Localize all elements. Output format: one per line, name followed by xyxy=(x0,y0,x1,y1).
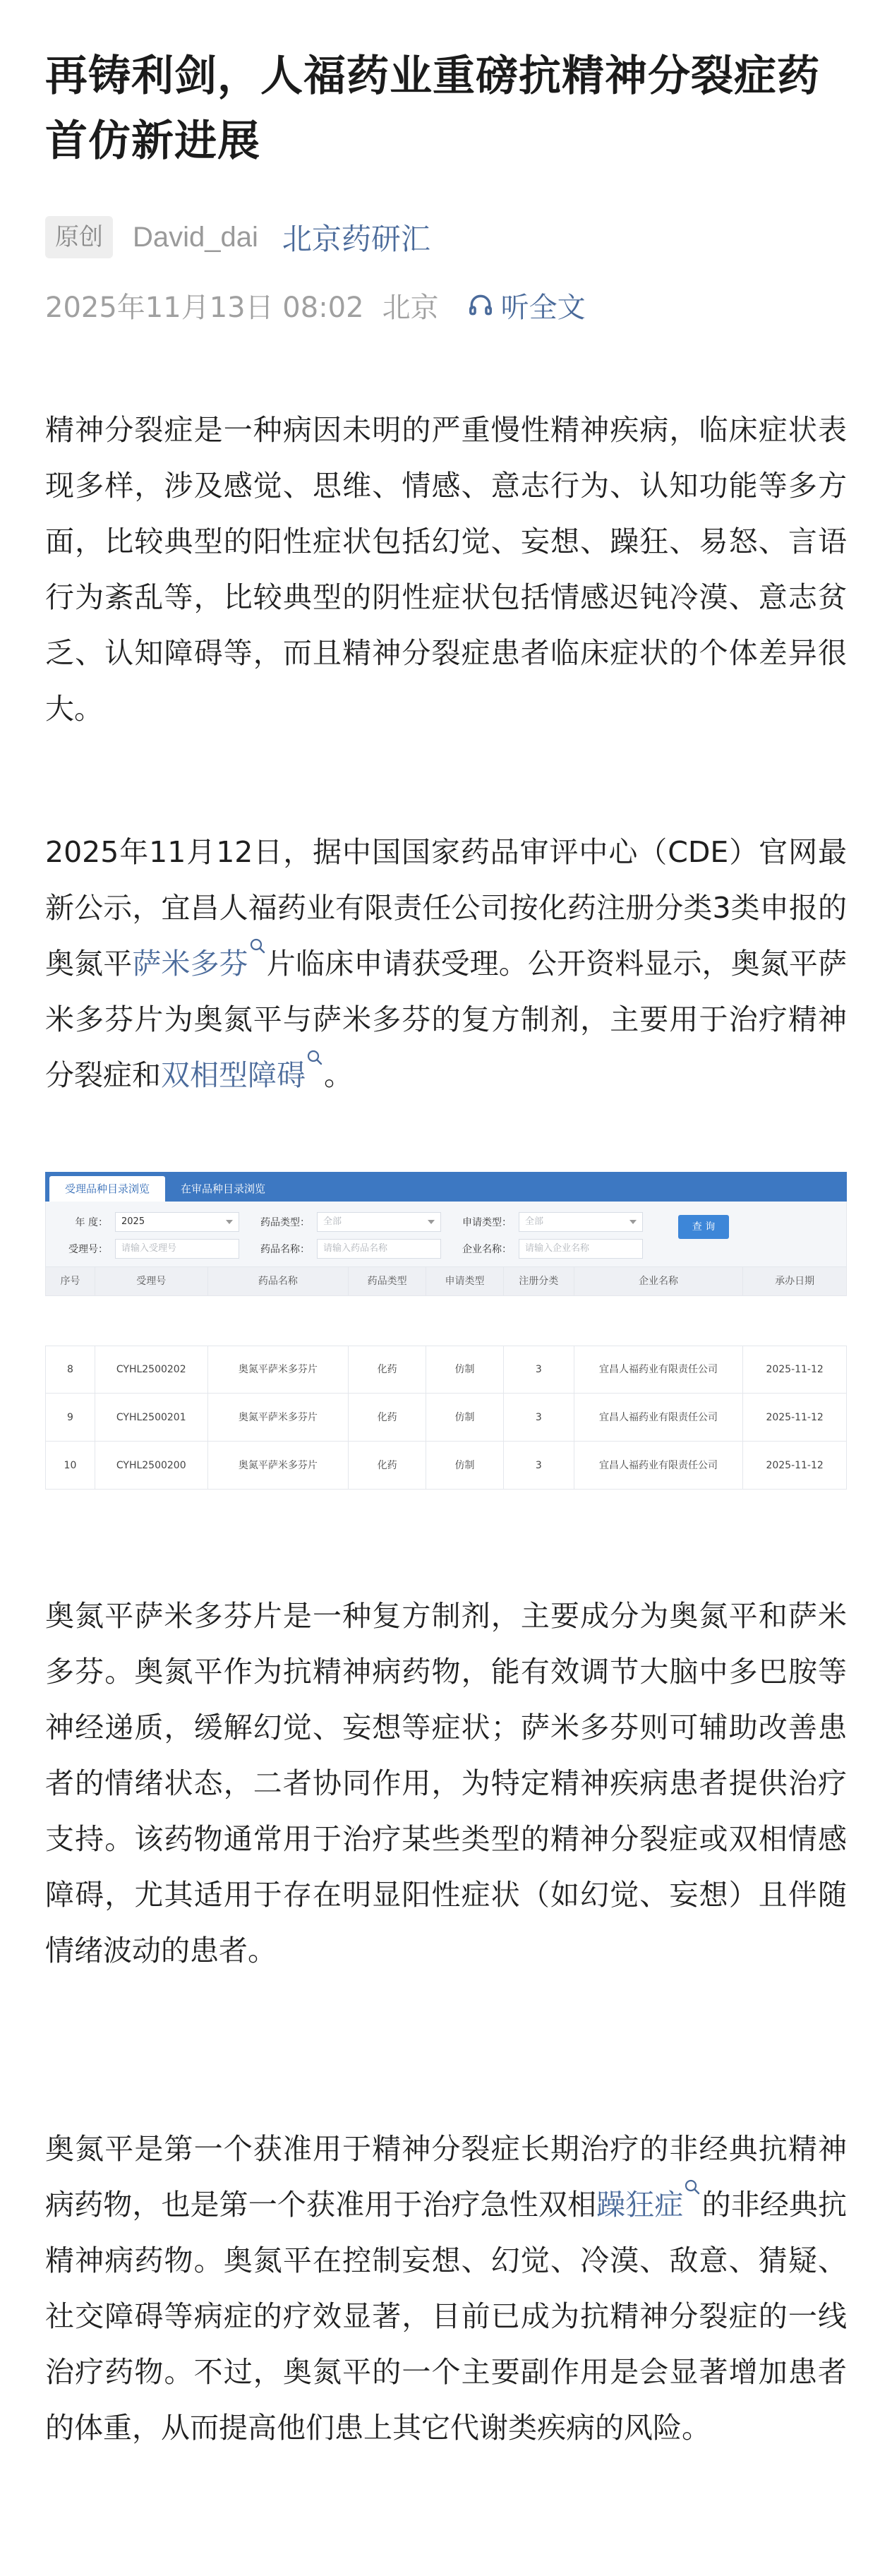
paragraph-4-text-b: 的非经典抗精神病药物。奥氮平在控制妄想、幻觉、冷漠、敌意、猜疑、社交障碍等病症的疗效显著，目前已成为抗精神分裂症的一线治疗药物。不过，奥氮平的一个主要副作用是会显著增加患者的体重，从而提高他们患上其它代谢类疾病的风险。 xyxy=(45,2188,848,2445)
table-cell: CYHL2500201 xyxy=(95,1394,208,1441)
filter-label: 企业名称： xyxy=(462,1244,512,1255)
filter-label: 药品名称： xyxy=(260,1244,310,1255)
search-icon xyxy=(683,2177,701,2205)
accept-no-input: 请输入受理号 xyxy=(115,1239,239,1259)
column-header: 注册分类 xyxy=(504,1267,574,1295)
article-title: 再铸利剑，人福药业重磅抗精神分裂症药首仿新进展 xyxy=(45,52,820,166)
screenshot-filter-panel xyxy=(45,1202,847,1266)
table-cell: 3 xyxy=(504,1442,574,1489)
chevron-down-icon xyxy=(226,1220,233,1224)
company-input: 请输入企业名称 xyxy=(519,1239,643,1259)
author-name: David_dai xyxy=(133,221,258,253)
headphones-icon xyxy=(467,292,494,318)
original-badge: 原创 xyxy=(45,216,113,258)
table-cell: 仿制 xyxy=(426,1346,504,1393)
chevron-down-icon xyxy=(629,1220,637,1224)
drug-type-value: 全部 xyxy=(323,1216,342,1227)
paragraph-1: 精神分裂症是一种病因未明的严重慢性精神疾病，临床症状表现多样，涉及感觉、思维、情感、意志行为、认知功能等多方面，比较典型的阳性症状包括幻觉、妄想、躁狂、易怒、言语行为紊乱等，比较典型的阴性症状包括情感迟钝冷漠、意志贫乏、认知障碍等，而且精神分裂症患者临床症状的个体差异很大。 xyxy=(45,413,847,726)
drug-name-input: 请输入药品名称 xyxy=(317,1239,441,1259)
paragraph-4 xyxy=(45,2121,847,2456)
article-meta-2 xyxy=(45,282,586,328)
apply-type-value: 全部 xyxy=(525,1216,544,1227)
paragraph-2 xyxy=(45,825,847,1103)
table-row xyxy=(45,1442,847,1490)
tab-under-review-list: 在审品种目录浏览 xyxy=(181,1182,266,1195)
query-button: 查 询 xyxy=(678,1215,729,1239)
keyword-link-text: 躁狂症 xyxy=(596,2188,684,2222)
tab-accepted-list: 受理品种目录浏览 xyxy=(49,1176,165,1202)
table-cell: 2025-11-12 xyxy=(766,1411,824,1423)
table-gap xyxy=(45,1296,847,1346)
table-cell: 宜昌人福药业有限责任公司 xyxy=(574,1442,744,1489)
publish-location: 北京 xyxy=(382,291,439,324)
keyword-link-bipolar[interactable] xyxy=(161,1058,324,1092)
keyword-link-samidorphan[interactable] xyxy=(132,947,266,981)
table-cell: 2025-11-12 xyxy=(766,1364,824,1375)
paragraph-3: 奥氮平萨米多芬片是一种复方制剂，主要成分为奥氮平和萨米多芬。奥氮平作为抗精神病药物，能有效调节大脑中多巴胺等神经递质，缓解幻觉、妄想等症状；萨米多芬则可辅助改善患者的情绪状态，二者协同作用，为特定精神疾病患者提供治疗支持。该药物通常用于治疗某些类型的精神分裂症或双相情感障碍，尤其适用于存在明显阳性症状（如幻觉、妄想）且伴随情绪波动的患者。 xyxy=(45,1599,847,1967)
column-header: 受理号 xyxy=(95,1267,208,1295)
table-cell: 2025-11-12 xyxy=(766,1459,824,1471)
year-value: 2025 xyxy=(121,1216,145,1227)
column-header: 承办日期 xyxy=(775,1276,815,1287)
table-cell: 宜昌人福药业有限责任公司 xyxy=(574,1346,744,1393)
chevron-down-icon xyxy=(428,1220,435,1224)
search-icon xyxy=(248,936,267,964)
column-header: 企业名称 xyxy=(574,1267,744,1295)
cde-screenshot-image xyxy=(45,1172,847,1539)
paragraph-2-text-b: 片临床申请获受理。公开资料显示，奥氮平萨米多芬片为奥氮平与萨米多芬的复方制剂，主要用于治疗精神分裂症和 xyxy=(45,947,848,1092)
table-cell: 宜昌人福药业有限责任公司 xyxy=(574,1394,744,1441)
table-row xyxy=(45,1394,847,1442)
year-select xyxy=(115,1212,239,1232)
screenshot-tab-bar xyxy=(45,1172,847,1202)
table-cell: 化药 xyxy=(349,1346,426,1393)
filter-label: 年 度： xyxy=(75,1217,108,1228)
publish-datetime: 2025年11月13日 08:02 xyxy=(45,291,364,324)
article-meta xyxy=(45,213,430,261)
account-link[interactable]: 北京药研汇 xyxy=(282,222,430,256)
keyword-link-text: 萨米多芬 xyxy=(132,947,248,981)
table-cell: 10 xyxy=(46,1442,95,1489)
table-cell: 仿制 xyxy=(426,1442,504,1489)
table-cell: 仿制 xyxy=(426,1394,504,1441)
column-header: 药品类型 xyxy=(349,1267,426,1295)
table-cell: CYHL2500200 xyxy=(95,1442,208,1489)
paragraph-2-text-c: 。 xyxy=(324,1058,353,1092)
screenshot-table-header xyxy=(45,1266,847,1296)
table-cell: CYHL2500202 xyxy=(95,1346,208,1393)
table-cell: 化药 xyxy=(349,1442,426,1489)
listen-label: 听全文 xyxy=(500,291,586,324)
table-cell: 3 xyxy=(504,1394,574,1441)
table-cell: 8 xyxy=(46,1346,95,1393)
filter-label: 申请类型： xyxy=(462,1217,512,1228)
search-icon xyxy=(306,1048,324,1076)
column-header: 申请类型 xyxy=(426,1267,504,1295)
table-row xyxy=(45,1346,847,1394)
table-cell: 3 xyxy=(504,1346,574,1393)
column-header: 药品名称 xyxy=(208,1267,349,1295)
keyword-link-text: 双相型障碍 xyxy=(161,1058,306,1092)
paragraph-4-text-a: 奥氮平是第一个获准用于精神分裂症长期治疗的非经典抗精神病药物，也是第一个获准用于治疗急性双相 xyxy=(45,2132,847,2222)
paragraph-2-text-a: 2025年11月12日，据中国国家药品审评中心（CDE）官网最新公示，宜昌人福药业有限责任公司按化药注册分类3类申报的奥氮平 xyxy=(45,835,847,981)
table-cell: 奥氮平萨米多芬片 xyxy=(208,1442,349,1489)
table-cell: 奥氮平萨米多芬片 xyxy=(208,1346,349,1393)
listen-button[interactable] xyxy=(467,285,586,325)
drug-type-select xyxy=(317,1212,441,1232)
table-cell: 化药 xyxy=(349,1394,426,1441)
column-header: 序号 xyxy=(46,1267,95,1295)
table-cell: 9 xyxy=(46,1394,95,1441)
filter-label: 药品类型： xyxy=(260,1217,310,1228)
apply-type-select xyxy=(519,1212,643,1232)
filter-label: 受理号： xyxy=(68,1244,108,1255)
keyword-link-mania[interactable] xyxy=(596,2188,701,2222)
table-cell: 奥氮平萨米多芬片 xyxy=(208,1394,349,1441)
